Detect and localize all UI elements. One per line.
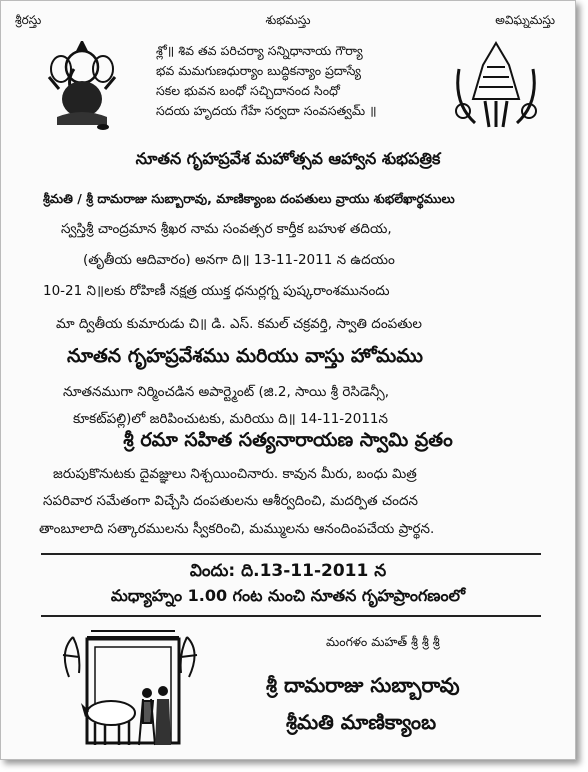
divider (41, 553, 541, 555)
body-line-8: జరుపుకొనుటకు దైవజ్ఞులు నిశ్చయించినారు. కావున మీరు, బంధు మిత్ర (53, 466, 417, 482)
host-name-1: శ్రీ దామరాజు సుబ్బారావు (266, 673, 460, 697)
sloka-line: భవ మమగుణధుర్యాం బుద్ధికన్యాం ప్రదాస్యే (156, 63, 361, 78)
header-right: అవిఘ్నమస్తు (495, 13, 555, 27)
host-name-2: శ్రీమతి మాణిక్యాంబ (286, 710, 437, 734)
highlight-griha-pravesam: నూతన గృహప్రవేశము మరియు వాస్తు హోమము (67, 345, 423, 367)
body-line-10: తాంబూలాది సత్కారములను స్వీకరించి, మమ్ములను ఆనందింపచేయ ప్రార్థన. (39, 521, 435, 537)
feast-venue: మధ్యాహ్నం 1.00 గంట నుంచి నూతన గృహప్రాంగణంలో (110, 586, 466, 605)
sloka-line: సదయ హృదయ గేహే సర్వదా సంవసత్వమ్ ॥ (156, 103, 377, 118)
body-line-7: కూకట్‌పల్లి)లో జరిపించుటకు, మరియు ది॥ 14-11-2011న (73, 411, 388, 427)
sloka-line: శ్లో॥ శివ తవ పరిచర్యా సన్నిధానాయ గౌర్యా (156, 43, 363, 58)
feast-date: విందు: ది.13-11-2011 న (189, 561, 387, 581)
body-line-9: సపరివార సమేతంగా విచ్చేసి దంపతులను ఆశీర్వదించి, మదర్పిత చందన (43, 493, 419, 509)
ganesha-image (43, 41, 121, 133)
griha-pravesam-cow-image (59, 627, 201, 749)
body-line-4: 10-21 ని॥లకు రోహిణీ నక్షత్ర యుక్త ధనుర్లగ్న పుష్కరాంశమునందు (43, 283, 390, 299)
highlight-vratham: శ్రీ రమా సహిత సత్యనారాయణ స్వామి వ్రతం (123, 429, 453, 451)
body-line-1: శ్రీమతి / శ్రీ దామరాజు సుబ్బారావు, మాణిక్యాంబ దంపతులు వ్రాయు శుభలేఖార్థములు (43, 191, 455, 206)
sloka-block (156, 41, 377, 121)
header-left: శ్రీరస్తు (15, 13, 42, 27)
venkateswara-crown-image (453, 39, 539, 131)
body-line-2: స్వస్తిశ్రీ చాంద్రమాన శ్రీఖర నామ సంవత్సర కార్తీక బహుళ తదియ, (61, 221, 392, 237)
header-center: శుభమస్తు (265, 13, 311, 27)
divider (41, 615, 541, 617)
body-line-5: మా ద్వితీయ కుమారుడు చి॥ డి. ఎస్. కమల్ చక్రవర్తి, స్వాతి దంపతుల (56, 316, 423, 332)
sloka-line: సకల భువన బంధో సచ్చిదానంద సింధో (156, 83, 340, 98)
blessing: మంగళం మహత్ శ్రీ శ్రీ శ్రీ (326, 634, 440, 649)
body-line-3: (తృతీయ ఆదివారం) అనగా ది॥ 13-11-2011 న ఉదయం (83, 252, 395, 268)
body-line-6: నూతనముగా నిర్మించడిన అపార్ట్మెంట్ (జి.2, సాయి శ్రీ రెసిడెన్సీ, (63, 384, 389, 400)
invitation-title: నూతన గృహప్రవేశ మహోత్సవ ఆహ్వాన శుభపత్రిక (135, 149, 441, 168)
